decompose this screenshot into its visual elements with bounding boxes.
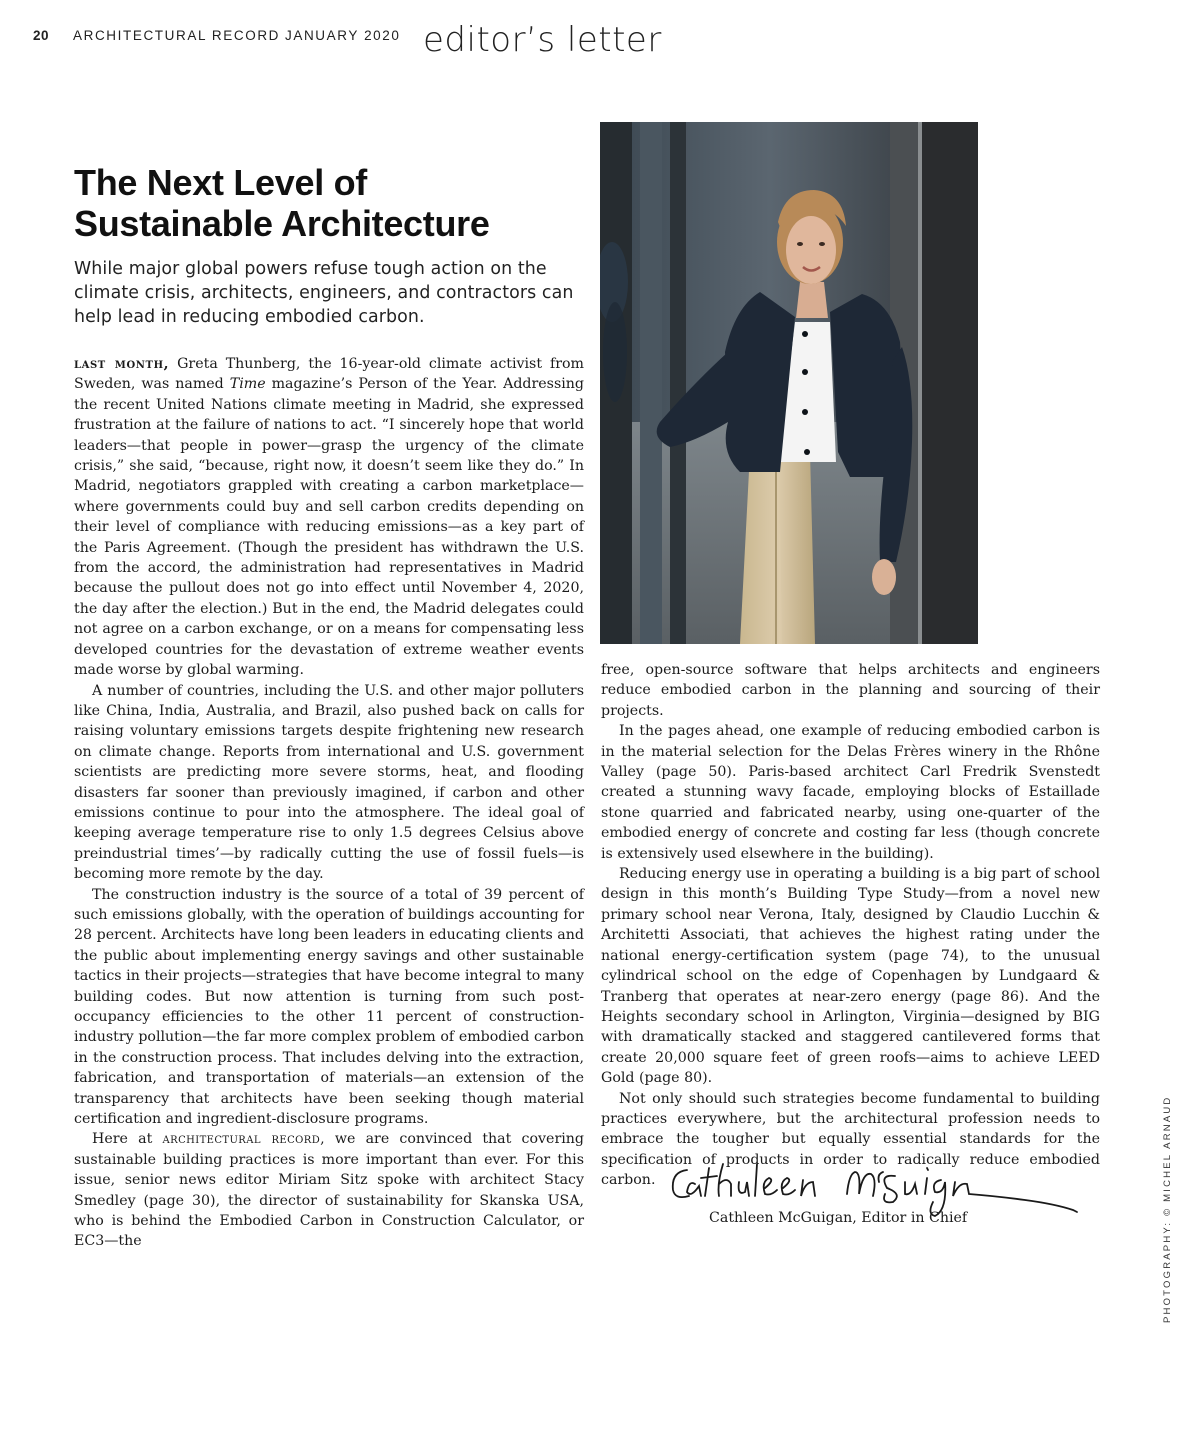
portrait-illustration xyxy=(600,122,978,644)
issue-date: JANUARY 2020 xyxy=(285,28,401,43)
headline-line-2: Sustainable Architecture xyxy=(74,203,490,244)
section-title: editor’s letter xyxy=(423,20,662,60)
article-headline xyxy=(74,162,594,244)
signature-text: Cathleen McGuigan xyxy=(665,1218,674,1219)
paragraph-text: , we are convinced that covering sustainable building practices is more important than ever. For this issue, senior news editor Miriam Sitz spoke with architect Stacy Smedley (page 30), the director of sustainability for Skanska USA, who is behind the Embodied Carbon in Construction Calculator, or EC3—the xyxy=(74,1131,584,1250)
paragraph-text: Greta Thunberg, the 16-year-old climate activist from Sweden, was named xyxy=(74,356,585,393)
brand-name: architectural record xyxy=(162,1131,321,1148)
photo-credit: PHOTOGRAPHY: © MICHEL ARNAUD xyxy=(1162,1095,1173,1323)
article-deck: While major global powers refuse tough action on the climate crisis, architects, engineers, and contractors can help lead in reducing embodied carbon. xyxy=(74,259,574,327)
body-paragraph-6: Reducing energy use in operating a building is a big part of school design in this month’s Building Type Study—from a novel new primary school near Verona, Italy, designed by Claudio Lucchin & Architetti Associati, that achieves the highest rating under the national energy-certification system (page 74), to the unusual cylindrical school on the edge of Copenhagen by Lundgaard & Tranberg that operates at near-zero energy (page 86). And the Heights secondary school in Arlington, Virginia—designed by BIG with dramatically stacked and staggered cantilevered forms that create 20,000 square feet of green roofs—aims to achieve LEED Gold (page 80). xyxy=(601,866,1100,1087)
paragraph-text: Here at xyxy=(92,1131,163,1148)
lead-in: last month, xyxy=(74,356,170,372)
body-paragraph-7: Not only should such strategies become fundamental to building practices everywhere, but the architectural profession needs to embrace the tougher but equally essential standards for the specification of products in order to radically reduce embodied carbon. xyxy=(601,1090,1100,1189)
headline-line-1: The Next Level of xyxy=(74,162,367,203)
signature-name: Cathleen McGuigan, Editor in Chief xyxy=(709,1210,968,1226)
body-paragraph-4-continued: free, open-source software that helps architects and engineers reduce embodied carbon in the planning and sourcing of their projects. xyxy=(601,662,1100,719)
body-paragraph-1 xyxy=(74,354,584,681)
body-paragraph-4 xyxy=(74,1129,584,1251)
editor-portrait-photo xyxy=(600,122,978,644)
body-column-left xyxy=(74,354,584,1252)
publication-name: ARCHITECTURAL RECORD xyxy=(73,28,281,43)
body-paragraph-5: In the pages ahead, one example of reducing embodied carbon is in the material selection for the Delas Frères winery in the Rhône Valley (page 50). Paris-based architect Carl Fredrik Svenstedt created a stunning wavy facade, employing blocks of Estaillade stone quarried and fabricated nearby, using one-quarter of the embodied energy of concrete and costing far less (though concrete is extensively used elsewhere in the building). xyxy=(601,723,1100,862)
magazine-name: Time xyxy=(229,376,266,393)
page-number: 20 xyxy=(33,28,50,43)
paragraph-text: magazine’s Person of the Year. Addressing the recent United Nations climate meeting in Madrid, she expressed frustration at the failure of nations to act. “I sincerely hope that world leaders—that people in power—grasp the urgency of the climate crisis,” she said, “because, right now, it doesn’t seem like they do.” In Madrid, negotiators grappled with creating a carbon marketplace—where governments could buy and sell carbon credits depending on their level of compliance with reducing emissions—as a key part of the Paris Agreement. (Though the president has withdrawn the U.S. from the accord, the administration had representatives in Madrid because the pullout does not go into effect until November 4, 2020, the day after the election.) But in the end, the Madrid delegates could not agree on a carbon exchange, or on a means for compensating less developed countries for the devastation of extreme weather events made worse by global warming. xyxy=(74,376,584,679)
body-paragraph-3: The construction industry is the source of a total of 39 percent of such emissions globally, with the operation of buildings accounting for 28 percent. Architects have long been leaders in educating clients and the public about implementing energy savings and other sustainable tactics in their projects—strategies that have become integral to many building codes. But now attention is turning from such post-occupancy efficiencies to the other 11 percent of construction-industry pollution—the far more complex problem of embodied carbon in the construction process. That includes delving into the extraction, fabrication, and transportation of materials—an extension of the transparency that architects have been seeking though material certification and ingredient-disclosure programs. xyxy=(74,886,584,1128)
body-column-right xyxy=(601,660,1100,1191)
body-paragraph-2: A number of countries, including the U.S. and other major polluters like China, India, Australia, and Brazil, also pushed back on calls for raising voluntary emissions targets despite frightening new research on climate change. Reports from international and U.S. government scientists are predicting more severe storms, heat, and flooding disasters far sooner than previously imagined, if carbon and other emissions continue to pour into the atmosphere. The ideal goal of keeping average temperature rise to only 1.5 degrees Celsius above preindustrial times’—by radically cutting the use of fossil fuels—is becoming more remote by the day. xyxy=(74,682,584,883)
